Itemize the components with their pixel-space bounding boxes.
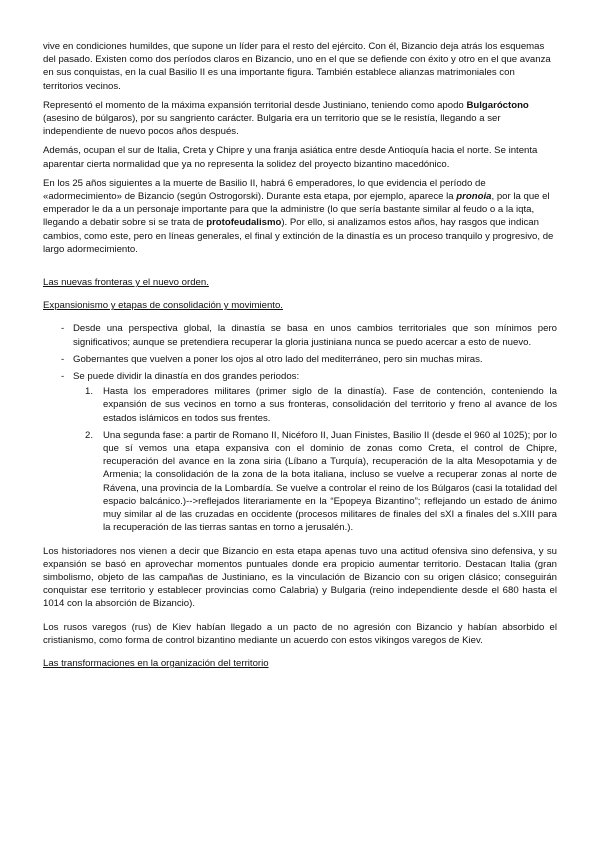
item-text: Una segunda fase: a partir de Romano II, Nicéforo II, Juan Finistes, Basilio II (desde el 960 al 1025); por lo que sí vemos una etapa expansiva con el dominio de zonas como Creta, el control de Chipre, recuperación del avance en la zona siria (Líbano a Turquía), recuperación de la alta Mesopotamia y de Armenia; la consolidación de la zona de la bota italiana, incluso se vuelve a recuperar zonas al norte de Rávena, una provincia de la Lombardía. Se vuelve a controlar el reino de los Búlgaros (casi la totalidad del espacio balcánico.)-->reflejados literariamente en la “Epopeya Bizantino”; reflejando un estado de ánimo muy similar al de las cruzadas en occidente (procesos militares de finales del sXI a finales del s.XIII para la recuperación de las tierras santas en torno a jerusalén.). xyxy=(103,429,557,534)
numbered-item xyxy=(73,429,557,535)
numbered-list xyxy=(73,385,557,534)
numbered-item xyxy=(73,385,557,425)
document-page xyxy=(43,40,557,670)
text-run: En los 25 años siguientes a la muerte de Basilio II, habrá 6 emperadores, lo que evidencia el período de «adormecimiento» de Bizancio (según Ostrogorski). Durante esta etapa, por ejemplo, aparece la xyxy=(43,177,486,203)
paragraph-basilio-intro: vive en condiciones humildes, que supone un líder para el resto del ejército. Con él, Bizancio deja atrás los esquemas del pasado. Existen como dos períodos claros en Bizancio, uno en el que se defiende con éxito y otro en el que avanza en sus conquistas, en la cual Basilio II es una importante figura. También establece alianzas matrimoniales con territorios vecinos. xyxy=(43,41,551,92)
section-heading-transformaciones: Las transformaciones en la organización del territorio xyxy=(43,657,269,669)
item-text: Hasta los emperadores militares (primer siglo de la dinastía). Fase de contención, conteniendo la expansión de sus vecinos en torno a sus fronteras, consolidación del territorio y freno al avance de los estados islámicos en todos sus frentes. xyxy=(103,386,557,424)
paragraph-territories: Además, ocupan el sur de Italia, Creta y Chipre y una franja asiática entre desde Antioquía hacia el norte. Se intenta aparentar cierta normalidad que ya no representa la solidez del proyecto bizantino macedónico. xyxy=(43,145,538,170)
text-run: Representó el momento de la máxima expansión territorial desde Justiniano, teniendo como apodo xyxy=(43,99,467,111)
bullet-item: - Gobernantes que vuelven a poner los ojos al otro lado del mediterráneo, pero sin muchas miras. xyxy=(43,353,557,366)
bullet-item xyxy=(43,370,557,534)
text-run: ). Por ello, si analizamos estos años, hay rasgos que indican cambios, como este, pero en líneas generales, el final y extinción de la dinastía es un proceso tranquilo y progresivo, de largo adormecimiento. xyxy=(43,217,554,255)
paragraph-historiadores: Los historiadores nos vienen a decir que Bizancio en esta etapa apenas tuvo una actitud ofensiva sino defensiva, y su expansión se basó en aprovechar momentos puntuales donde era propicio aumentar territorio. Destacan Italia (gran simbolismo, objeto de las campañas de Justiniano, es la vinculación de Bizancio con su origen clásico; conseguirán conquistar ese territorio y establecer provincias como Calabria) y Bulgaria (reino independiente desde el 680 hasta el 1014 con la absorción de Bizancio). xyxy=(43,545,557,610)
bullet-list xyxy=(43,322,557,534)
bold-term-bulgaroctono: Bulgaróctono xyxy=(466,99,529,111)
bold-italic-term-pronoia: pronoia xyxy=(456,191,492,203)
bold-term-protofeudalismo: protofeudalismo xyxy=(206,217,282,229)
bullet-item: - Desde una perspectiva global, la dinastía se basa en unos cambios territoriales que son mínimos pero significativos; aunque se pretendiera recuperar la gloria justiniana nunca se puedo acercar a esto de nuevo. xyxy=(43,322,557,348)
paragraph-rusos-varegos: Los rusos varegos (rus) de Kiev habían llegado a un pacto de no agresión con Bizancio y habían absorbido el cristianismo, como forma de control bizantino mediante un acuerdo con estos vikingos varegos de Kiev. xyxy=(43,621,557,646)
text-run: , por la que el emperador le da a un personaje importante para que la administre (lo que sería bastante similar al feudo o a la iqta, llegando a debatir sobre si se trata de xyxy=(43,191,550,229)
subsection-heading-expansionismo: Expansionismo y etapas de consolidación y movimiento. xyxy=(43,300,283,312)
item-number: 2. xyxy=(85,429,94,441)
section-heading-nuevas-fronteras: Las nuevas fronteras y el nuevo orden. xyxy=(43,277,209,289)
bullet-text: Se puede dividir la dinastía en dos grandes periodos: xyxy=(73,371,300,383)
text-run: (asesino de búlgaros), por su sangriento carácter. Bulgaria era un territorio que se le resistía, llegando a ser independiente de nuevo pocos años después. xyxy=(43,113,501,138)
paragraph-adormecimiento xyxy=(43,177,557,256)
item-number: 1. xyxy=(85,386,94,398)
paragraph-bulgaroctono xyxy=(43,99,557,139)
